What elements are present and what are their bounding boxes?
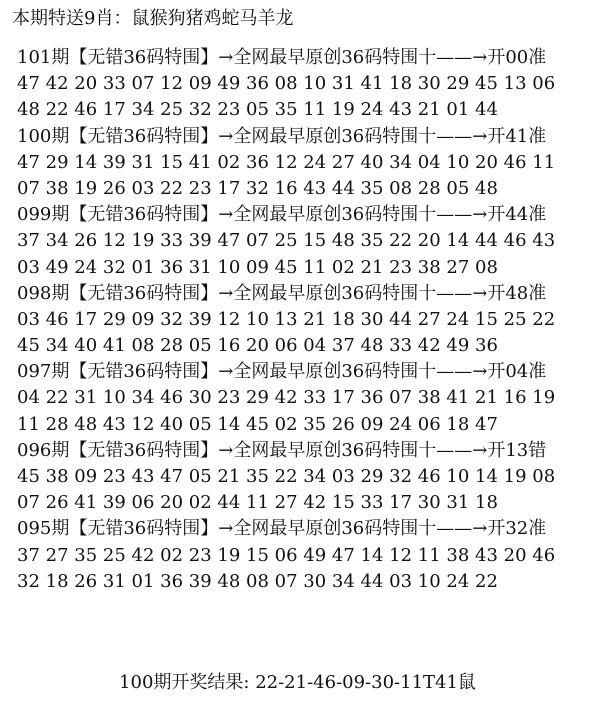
period-block-100 — [17, 124, 587, 203]
period-title: 101期【无错36码特围】→全网最早原创36码特围十——→开00准 — [17, 47, 547, 68]
header-zodiac-line: 本期特送9肖：鼠猴狗猪鸡蛇马羊龙 — [12, 8, 294, 29]
numbers-line: 45 38 09 23 43 47 05 21 35 22 34 03 29 32 46 10 14 19 08 — [17, 466, 556, 487]
numbers-line: 47 42 20 33 07 12 09 49 36 08 10 31 41 18 30 29 45 13 06 — [17, 73, 556, 95]
period-title: 097期【无错36码特围】→全网最早原创36码特围十——→开04准 — [17, 361, 547, 383]
period-list — [17, 45, 587, 595]
numbers-line: 03 49 24 32 01 36 31 10 09 45 11 02 21 23 38 27 08 — [17, 256, 498, 278]
period-block-097 — [17, 359, 587, 438]
numbers-line: 37 34 26 12 19 33 39 47 07 25 15 48 35 22 20 14 44 46 43 — [17, 230, 556, 252]
period-title: 098期【无错36码特围】→全网最早原创36码特围十——→开48准 — [17, 282, 547, 304]
period-title: 096期【无错36码特围】→全网最早原创36码特围十——→开13错 — [17, 439, 547, 461]
numbers-line: 07 26 41 39 06 20 02 44 11 27 42 15 33 17 30 31 18 — [17, 492, 498, 514]
numbers-line: 48 22 46 17 34 25 32 23 05 35 11 19 24 43 21 01 44 — [17, 99, 498, 121]
numbers-line: 11 28 48 43 12 40 05 14 45 02 35 26 09 24 06 18 47 — [17, 413, 498, 435]
numbers-line: 32 18 26 31 01 36 39 48 08 07 30 34 44 03 10 24 22 — [17, 570, 498, 592]
period-block-099 — [17, 202, 587, 281]
period-title: 099期【无错36码特围】→全网最早原创36码特围十——→开44准 — [17, 204, 547, 226]
numbers-line: 07 38 19 26 03 22 23 17 32 16 43 44 35 08 28 05 48 — [17, 177, 498, 199]
period-title: 100期【无错36码特围】→全网最早原创36码特围十——→开41准 — [17, 125, 547, 147]
numbers-line: 03 46 17 29 09 32 39 12 10 13 21 18 30 44 27 24 15 25 22 — [17, 308, 556, 330]
numbers-line: 37 27 35 25 42 02 23 19 15 06 49 47 14 12 11 38 43 20 46 — [17, 544, 556, 566]
period-block-101 — [17, 45, 587, 124]
numbers-line: 04 22 31 10 34 46 30 23 29 42 33 17 36 07 38 41 21 16 19 — [17, 387, 556, 409]
period-title: 095期【无错36码特围】→全网最早原创36码特围十——→开32准 — [17, 518, 547, 540]
period-block-096 — [17, 438, 587, 517]
numbers-line: 45 34 40 41 08 28 05 16 20 06 04 37 48 33 42 49 36 — [17, 335, 498, 357]
numbers-line: 47 29 14 39 31 15 41 02 36 12 24 27 40 34 04 10 20 46 11 — [17, 151, 556, 173]
period-block-095 — [17, 516, 587, 595]
period-block-098 — [17, 281, 587, 360]
draw-result-line: 100期开奖结果: 22-21-46-09-30-11T41鼠 — [119, 672, 476, 693]
